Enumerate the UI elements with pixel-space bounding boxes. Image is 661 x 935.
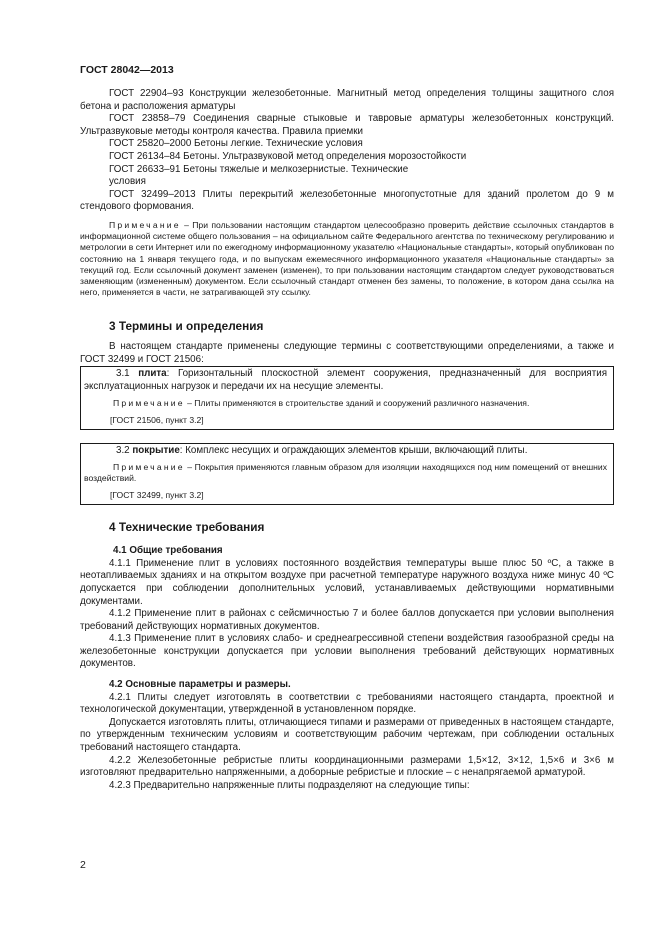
term-name: покрытие bbox=[132, 444, 180, 456]
ref-gost-26134: ГОСТ 26134–84 Бетоны. Ультразвуковой метод определения морозостойкости bbox=[109, 150, 467, 162]
section-4-title: 4 Технические требования bbox=[109, 519, 265, 534]
term-box-plita bbox=[80, 366, 614, 429]
para-4-2-1b: Допускается изготовлять плиты, отличающиеся типами и размерами от приведенных в настоящем стандарте, по утвержденным техническим условиям и соответствующим рабочим чертежам, при соблюдении остальных требований настоящего стандарта. bbox=[80, 716, 614, 754]
ref-gost-26633: ГОСТ 26633–91 Бетоны тяжелые и мелкозернистые. Технические bbox=[109, 163, 409, 175]
note-label: Примечание bbox=[109, 219, 181, 230]
ref-gost-25820: ГОСТ 25820–2000 Бетоны легкие. Технические условия bbox=[109, 138, 363, 150]
para-4-1-3: 4.1.3 Применение плит в условиях слабо- и среднеагрессивной степени воздействия газообразной среды на железобетонные конструкции допускается при условии выполнения требований действующих нормативных документов. bbox=[80, 633, 614, 670]
ref-gost-23858: ГОСТ 23858–79 Соединения сварные стыковые и тавровые арматуры железобетонных конструкций. Ультразвуковые методы контроля качества. Правила приемки bbox=[80, 113, 614, 137]
para-4-2-2: 4.2.2 Железобетонные ребристые плиты координационными размерами 1,5×12, 3×12, 1,5×6 и 3×6 м изготовляют предварительно напряженными, а доборные ребристые и плоские – с ненапрягаемой арматурой. bbox=[80, 754, 614, 779]
references-note bbox=[80, 220, 614, 298]
term-3-2-note bbox=[84, 462, 607, 484]
page-number: 2 bbox=[80, 859, 86, 871]
term-number: 3.2 bbox=[116, 444, 133, 456]
term-3-2 bbox=[84, 445, 607, 458]
term-3-1-source: [ГОСТ 21506, пункт 3.2] bbox=[110, 414, 204, 425]
section-3-intro: В настоящем стандарте применены следующие термины с соответствующими определениями, а также и ГОСТ 32499 и ГОСТ 21506: bbox=[80, 340, 614, 365]
para-4-2-1: 4.2.1 Плиты следует изготовлять в соответствии с требованиями настоящего стандарта, проектной и технологической документации, утвержденной в установленном порядке. bbox=[80, 691, 614, 716]
term-number: 3.1 bbox=[116, 368, 139, 380]
term-definition: : Горизонтальный плоскостной элемент сооружения, предназначенный для восприятия эксплуатационных нагрузок и передачи их на несущие элементы. bbox=[84, 368, 608, 392]
para-4-1-1: 4.1.1 Применение плит в условиях постоянного воздействия температуры выше плюс 50 ºС, а также в неотапливаемых зданиях и на открытом воздухе при расчетной температуре наружного воздуха ниже минус 40 ºС допускается при соблюдении дополнительных условий, устанавливаемых действующими нормативными документами. bbox=[80, 557, 614, 607]
ref-gost-26633-cont: условия bbox=[109, 176, 146, 188]
ref-gost-22904: ГОСТ 22904–93 Конструкции железобетонные. Магнитный метод определения толщины защитного слоя бетона и расположения арматуры bbox=[80, 88, 614, 112]
term-3-1-note bbox=[84, 398, 607, 409]
term-box-pokrytie bbox=[80, 443, 614, 505]
note-label: Примечание bbox=[113, 462, 185, 473]
para-4-1-2: 4.1.2 Применение плит в районах с сейсмичностью 7 и более баллов допускается при условии выполнения требований действующих нормативных документов. bbox=[80, 608, 614, 632]
section-4-2-title: 4.2 Основные параметры и размеры. bbox=[109, 679, 291, 691]
para-4-2-3: 4.2.3 Предварительно напряженные плиты подразделяют на следующие типы: bbox=[109, 779, 470, 791]
document-header: ГОСТ 28042—2013 bbox=[80, 64, 174, 76]
section-3-title: 3 Термины и определения bbox=[109, 319, 264, 334]
section-4-1-title: 4.1 Общие требования bbox=[113, 545, 223, 557]
note-label: Примечание bbox=[113, 398, 185, 409]
document-body bbox=[80, 88, 614, 792]
note-text: – Покрытия применяются главным образом для изоляции находящихся под ним помещений от внешних воздействий. bbox=[84, 462, 607, 484]
term-definition: : Комплекс несущих и ограждающих элементов крыши, включающий плиты. bbox=[179, 444, 528, 456]
term-3-1 bbox=[84, 368, 607, 393]
note-text: – При пользовании настоящим стандартом целесообразно проверить действие ссылочных стандартов в информационной системе общего пользования – на официальном сайте Федерального агентства по техническому регулированию и метрологии в сети Интернет или по ежегодному информационному указателю «Национальные стандарты», который опубликован по состоянию на 1 января текущего года, и по выпускам ежемесячного информационного указателя «Национальные стандарты» за текущий год. Если ссылочный документ заменен (изменен), то при пользовании настоящим стандартом следует руководствоваться заменяющим (измененным) документом. Если ссылочный стандарт отменен без замены, то положение, в котором дана ссылка на него, применяется в части, не затрагивающей эту ссылку. bbox=[80, 219, 614, 298]
note-text: – Плиты применяются в строительстве зданий и сооружений различного назначения. bbox=[184, 398, 530, 409]
term-3-2-source: [ГОСТ 32499, пункт 3.2] bbox=[110, 489, 204, 500]
ref-gost-32499: ГОСТ 32499–2013 Плиты перекрытий железобетонные многопустотные для зданий пролетом до 9 м стендового формования. bbox=[80, 188, 614, 213]
term-name: плита bbox=[138, 368, 167, 380]
